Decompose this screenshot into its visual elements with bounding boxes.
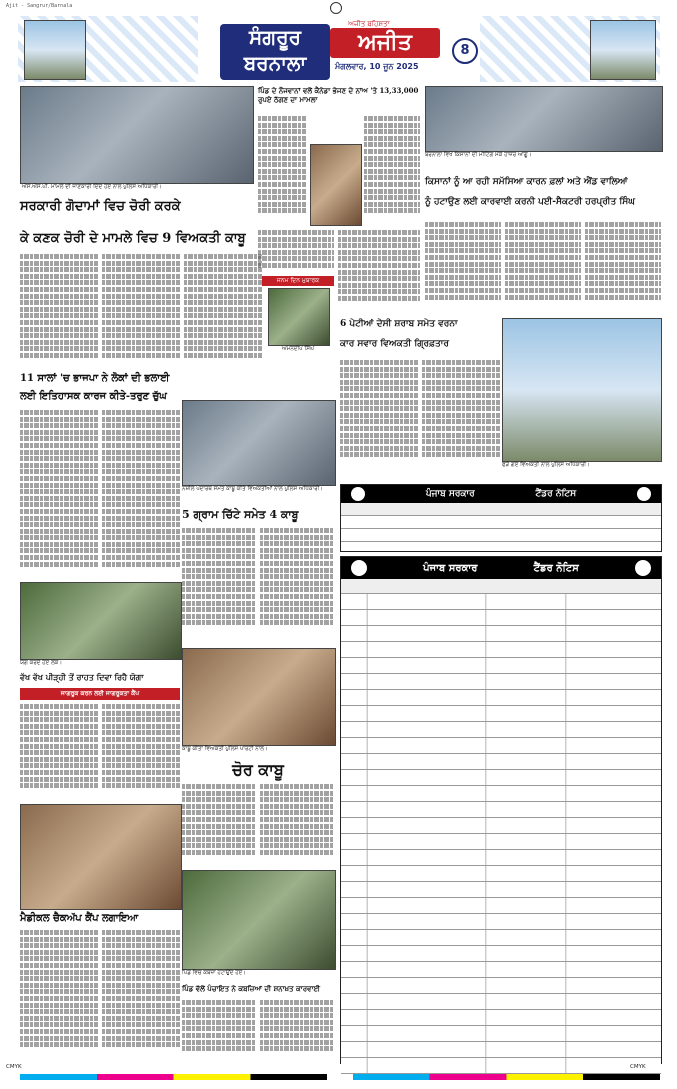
landmark-photo-right [590,20,656,80]
thief-headline: ਚੋਰ ਕਾਬੂ [232,760,284,779]
tender-row [341,754,661,770]
photo-caption: ਪਿੰਡ ਵਿਚ ਕਬਜ਼ਾ ਹਟਾਉਂਦੇ ਹੋਏ। [182,970,246,976]
article-body [260,784,334,868]
medical-camp-photo [20,804,182,910]
article-body [258,230,334,274]
canada-fraud-headline: ਪਿੰਡ ਦੇ ਨੌਜਵਾਨਾਂ ਵਲੋਂ ਕੈਨੇਡਾ ਭੇਜਣ ਦੇ ਨਾਂਅ 'ਤੇ 13,33,000 ਰੁਪਏ ਠੱਗਣ ਦਾ ਮਾਮਲਾ [258,86,419,104]
footer-right: CMYK [630,1064,646,1070]
landmark-photo-left [24,20,86,80]
tender-row [341,882,661,898]
tender-row [341,834,661,850]
tender-row [341,1026,661,1042]
article-body [364,116,420,226]
tender-row [341,962,661,978]
tender-row [341,706,661,722]
registration-mark [330,2,342,14]
thief-arrest-photo [182,648,336,746]
tender-row [341,610,661,626]
emblem-icon [635,560,651,576]
medical-headline: ਮੈਡੀਕਲ ਚੈਕਅੱਪ ਕੈਂਪ ਲਗਾਇਆ [20,913,139,924]
liquor-headline-2: ਕਾਰ ਸਵਾਰ ਵਿਅਕਤੀ ਗ੍ਰਿਫ਼ਤਾਰ [340,339,449,349]
tender-row [341,978,661,994]
liquor-headline-1: 6 ਪੇਟੀਆਂ ਦੇਸੀ ਸ਼ਰਾਬ ਸਮੇਤ ਵਰਨਾ [340,319,458,329]
tender-row [341,850,661,866]
tender-row [341,994,661,1010]
tender-row [341,946,661,962]
photo-caption: ਐਸ.ਐਸ.ਪੀ. ਮਾਮਲੇ ਦੀ ਜਾਣਕਾਰੀ ਦਿੰਦੇ ਹੋਏ ਨਾਲ ਪੁਲਿਸ ਅਧਿਕਾਰੀ। [22,184,162,190]
photo-caption: ਯੋਗ ਕਰਦੇ ਹੋਏ ਲੋਕ। [20,660,63,666]
article-body [182,1000,256,1064]
tender-title: ਟੈਂਡਰ ਨੋਟਿਸ [535,489,577,499]
police-press-photo [20,86,254,184]
print-slug: Ajit - Sangrur/Barnala [6,3,73,9]
tender-row [341,738,661,754]
officer-photo [310,144,362,226]
edition-line-2: ਬਰਨਾਲਾ [243,51,307,75]
bjp-headline-1: 11 ਸਾਲਾਂ 'ਚ ਭਾਜਪਾ ਨੇ ਲੋਕਾਂ ਦੀ ਭਲਾਈ [20,373,170,384]
tender-row [341,1010,661,1026]
article-body [422,360,500,470]
lead-headline-2: ਕੇ ਕਣਕ ਚੋਰੀ ਦੇ ਮਾਮਲੇ ਵਿਚ 9 ਵਿਅਕਤੀ ਕਾਬੂ [20,231,246,246]
article-body [102,704,180,800]
tagline: ਅਜੀਤ ਬਹਿਸ਼ਤਾ [348,20,390,28]
tender-row [341,866,661,882]
photo-caption: ਬਰਨਾਲਾ ਵਿਖੇ ਕਿਸਾਨਾਂ ਦੀ ਮੀਟਿੰਗ ਮੌਕੇ ਹਾਜ਼ਰ ਆਗੂ। [425,152,532,158]
tender-row [341,658,661,674]
lead-headline-1: ਸਰਕਾਰੀ ਗੋਦਾਮਾਂ ਵਿਚ ਚੋਰੀ ਕਰਕੇ [20,199,181,214]
article-body [260,528,334,636]
photo-caption: ਫੜੇ ਗਏ ਵਿਅਕਤੀ ਨਾਲ ਪੁਲਿਸ ਅਧਿਕਾਰੀ। [502,462,590,468]
article-body [102,930,180,1062]
page-number: 8 [452,38,478,64]
article-body [182,784,256,868]
article-body [340,360,418,470]
birthday-photo [268,288,330,346]
tender-title: ਟੈਂਡਰ ਨੋਟਿਸ [533,562,579,574]
panchayat-photo [182,870,336,970]
dateline: ਮੰਗਲਵਾਰ, 10 ਜੂਨ 2025 [335,62,419,71]
tender-row [341,1042,661,1058]
birthday-label: ਜਨਮ ਦਿਨ ਮੁਬਾਰਕ [262,276,334,286]
paper-logo: ਅਜੀਤ [330,28,440,58]
article-body [102,410,180,580]
chitta-headline: 5 ਗ੍ਰਾਮ ਚਿੱਟੇ ਸਮੇਤ 4 ਕਾਬੂ [182,508,299,521]
edition-line-1: ਸੰਗਰੂਰ [248,25,302,49]
footer-left: CMYK [6,1064,22,1070]
article-body [20,930,98,1062]
tender-govt: ਪੰਜਾਬ ਸਰਕਾਰ [425,489,475,499]
color-registration-bar [20,1074,660,1080]
tender-row [341,674,661,690]
bjp-headline-2: ਲਈ ਇਤਿਹਾਸਕ ਕਾਰਜ ਕੀਤੇ-ਤਰੁਣ ਚੁੱਘ [20,391,167,402]
tender-row [341,626,661,642]
photo-caption: ਕਾਬੂ ਕੀਤਾ ਵਿਅਕਤੀ ਪੁਲਿਸ ਪਾਰਟੀ ਨਾਲ। [182,746,268,752]
tender-row [341,690,661,706]
article-body [585,222,661,310]
tender-row [341,642,661,658]
article-body [182,528,256,636]
tender-row [341,914,661,930]
yoga-headline: ਵੱਖ ਵੱਖ ਪੀੜ੍ਹੀ ਤੋਂ ਰਾਹਤ ਦਿਵਾ ਰਿਹੈ ਯੋਗਾ [20,672,144,682]
tender-row [341,802,661,818]
article-body [425,222,501,310]
tender-notice [340,484,662,552]
awareness-camp-banner: ਜਾਗਰੂਕ ਕਰਨ ਲਈ ਜਾਗਰੂਕਤਾ ਕੈਂਪ [20,688,180,700]
farmers-headline-2: ਨੂੰ ਹਟਾਉਣ ਲਈ ਕਾਰਵਾਈ ਕਰਨੀ ਪਈ-ਸੈਕਟਰੀ ਹਰਪ੍ਰੀਤ ਸਿੰਘ [425,197,635,207]
tender-row [341,1058,661,1074]
govt-seal-icon [351,487,365,501]
govt-seal-icon [351,560,367,576]
farmers-meeting-photo [425,86,663,152]
tender-row [341,722,661,738]
birthday-name: ਅਮਨਦੀਪ ਸਿੰਘ [282,346,314,352]
article-body [258,116,306,226]
tender-row [341,818,661,834]
article-body [20,254,98,366]
edition-name [220,24,330,80]
tender-notice [340,556,662,1064]
article-body [102,254,180,366]
yoga-photo [20,582,182,660]
tender-row [341,594,661,610]
tender-govt: ਪੰਜਾਬ ਸਰਕਾਰ [423,562,478,574]
article-body [505,222,581,310]
panchayat-headline: ਪਿੰਡ ਵੱਲੋਂ ਪੰਚਾਇਤ ਨੇ ਕਬਜ਼ਿਆਂ ਦੀ ਸ਼ਨਾਖ਼ਤ ਕਾਰਵਾਈ [182,984,320,993]
article-body [338,230,420,308]
farmers-headline-1: ਕਿਸਾਨਾਂ ਨੂੰ ਆ ਰਹੀ ਸਮੱਸਿਆ ਕਾਰਨ ਫ਼ਲਾਂ ਅਤੇ ਐਂਡ ਵਾਲਿਆਂ [425,177,628,187]
tender-table [341,594,661,1074]
emblem-icon [637,487,651,501]
article-body [20,410,98,580]
chitta-arrest-photo [182,400,336,486]
tender-row [341,898,661,914]
article-body [260,1000,334,1064]
photo-caption: ਨਸ਼ੀਲੇ ਪਦਾਰਥ ਸਮੇਤ ਕਾਬੂ ਕੀਤੇ ਵਿਅਕਤੀਆਂ ਨਾਲ ਪੁਲਿਸ ਅਧਿਕਾਰੀ। [182,486,323,492]
liquor-arrest-photo [502,318,662,462]
tender-row [341,930,661,946]
tender-row [341,786,661,802]
tender-row [341,770,661,786]
article-body [184,254,262,366]
article-body [20,704,98,800]
